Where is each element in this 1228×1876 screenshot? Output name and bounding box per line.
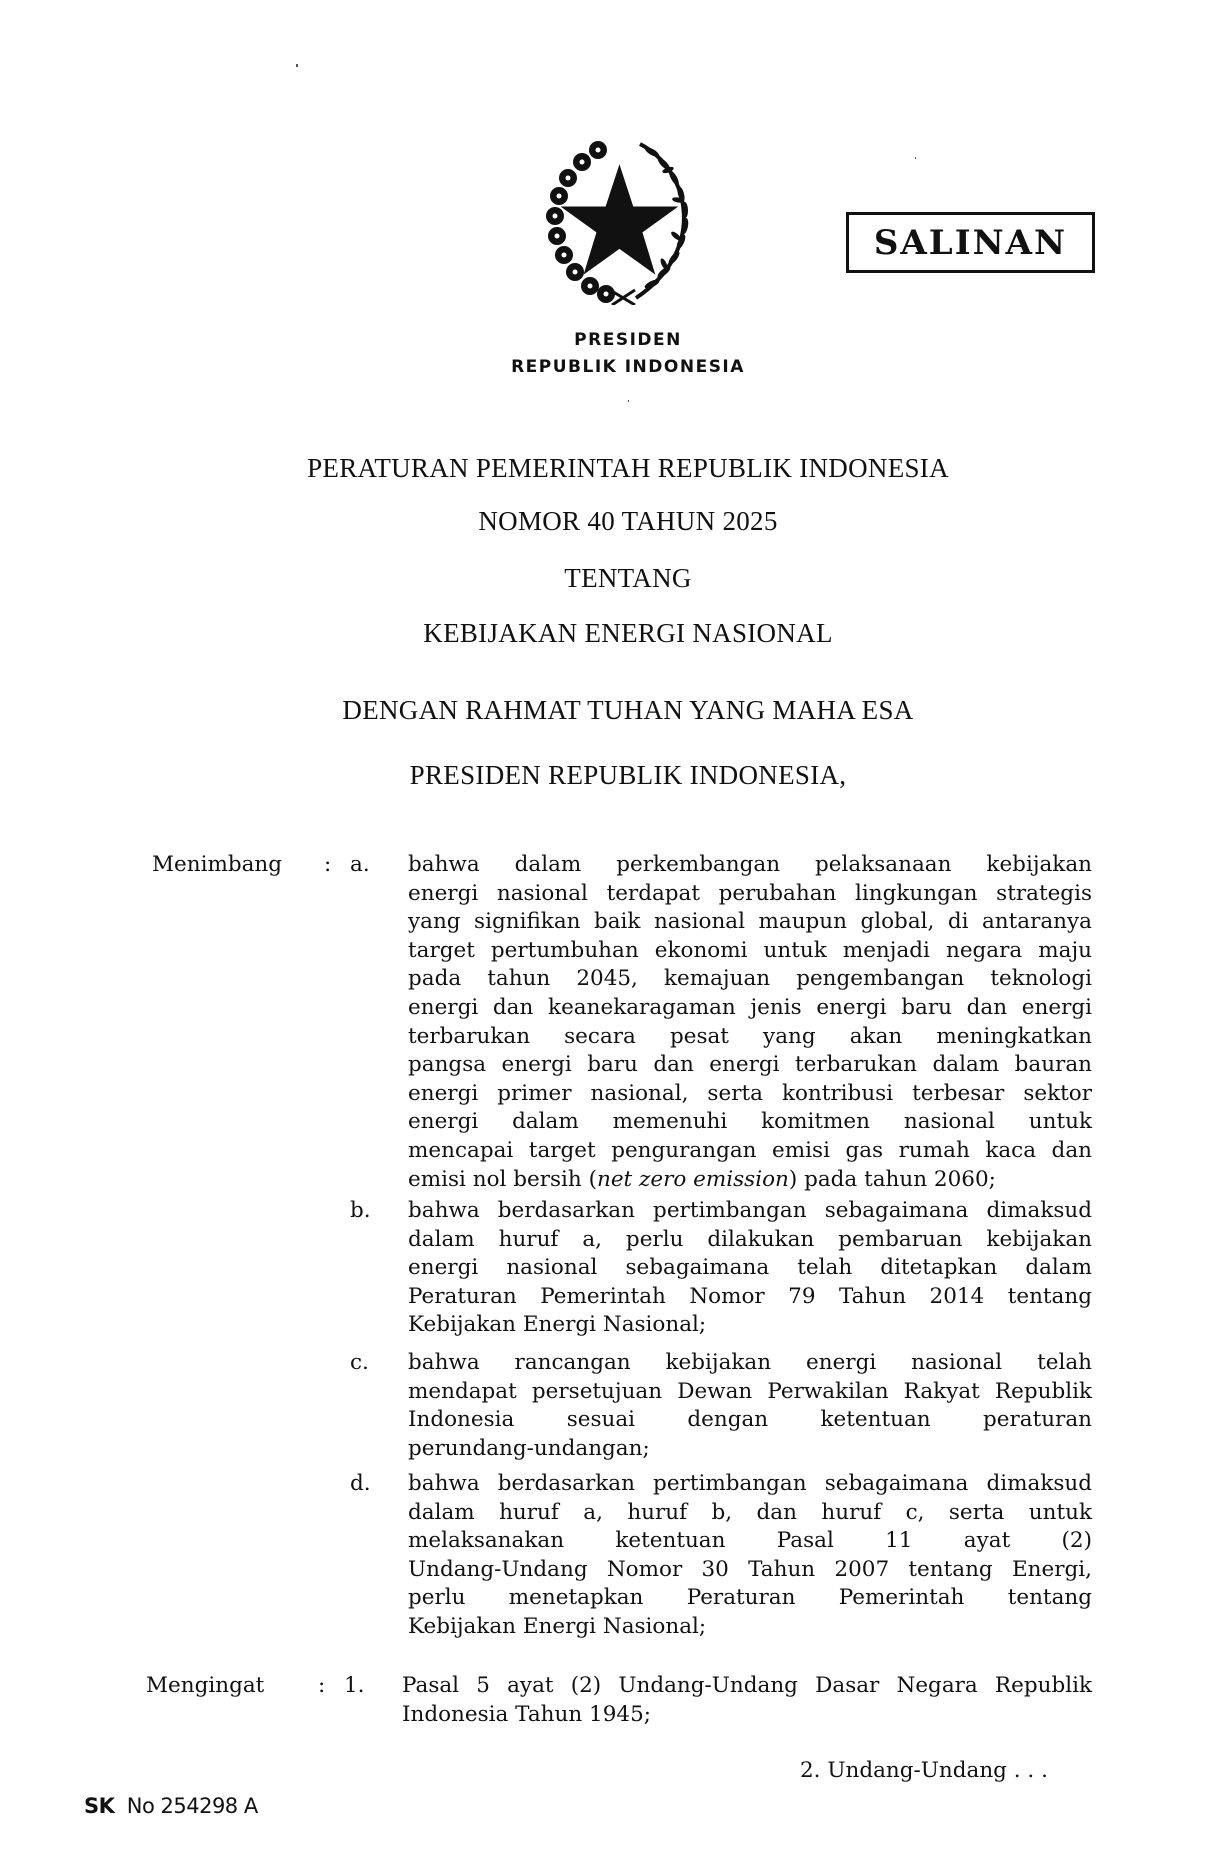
text-line: Undang-Undang Nomor 30 Tahun 2007 tentang Energi, [408,1556,1092,1582]
text-line: pangsa energi baru dan energi terbarukan dalam bauran [408,1052,1092,1078]
text-fragment: ) pada tahun 2060; [788,1166,996,1192]
sk-number [84,1794,258,1818]
sk-number-value: No 254298 A [126,1794,258,1818]
salinan-label: SALINAN [873,222,1068,263]
next-page-continuation: 2. Undang-Undang . . . [800,1758,1048,1783]
text-line: energi primer nasional, serta kontribusi terbesar sektor [408,1080,1092,1106]
menimbang-item-d-text [408,1470,1092,1642]
text-line: energi dan keanekaragaman jenis energi baru dan energi [408,994,1092,1020]
text-line: Kebijakan Energi Nasional; [408,1312,707,1338]
menimbang-label: Menimbang [152,852,283,877]
text-line: Pasal 5 ayat (2) Undang-Undang Dasar Negara Republik [402,1673,1092,1698]
menimbang-item-c-marker: c. [350,1350,369,1375]
menimbang-item-a-marker: a. [350,852,370,877]
text-line: perundang-undangan; [408,1435,650,1461]
mengingat-label: Mengingat [146,1673,265,1698]
scan-speck [628,400,629,402]
menimbang-item-a-text [408,851,1092,1194]
text-line: bahwa dalam perkembangan pelaksanaan kebijakan [408,852,1092,877]
text-line: energi nasional sebagaimana telah ditetapkan dalam [408,1255,1092,1281]
menimbang-item-d-marker: d. [350,1471,371,1496]
text-fragment: emisi nol bersih ( [408,1166,597,1192]
text-line: perlu menetapkan Peraturan Pemerintah tentang [408,1585,1092,1611]
text-line: terbarukan secara pesat yang akan meningkatkan [408,1023,1092,1049]
text-line: Indonesia Tahun 1945; [402,1701,652,1727]
text-line: Indonesia sesuai dengan ketentuan peraturan [408,1407,1092,1433]
salinan-stamp [846,212,1095,273]
text-line: pada tahun 2045, kemajuan pengembangan teknologi [408,966,1092,992]
regulation-number: NOMOR 40 TAHUN 2025 [478,506,778,536]
enacting-authority: PRESIDEN REPUBLIK INDONESIA, [409,760,847,790]
text-line: Kebijakan Energi Nasional; [408,1613,707,1639]
text-line: melaksanakan ketentuan Pasal 11 ayat (2) [408,1528,1092,1554]
text-line: yang signifikan baik nasional maupun global, di antaranya [408,909,1092,935]
text-line: bahwa berdasarkan pertimbangan sebagaimana dimaksud [408,1198,1092,1223]
text-line: bahwa rancangan kebijakan energi nasional telah [408,1350,1092,1375]
text-line: mendapat persetujuan Dewan Perwakilan Rakyat Republik [408,1378,1092,1404]
italic-term: net zero emission [596,1166,789,1192]
text-line: dalam huruf a, perlu dilakukan pembaruan kebijakan [408,1226,1092,1252]
text-line: energi dalam memenuhi komitmen nasional untuk [408,1109,1092,1135]
menimbang-item-b-text [408,1197,1092,1340]
text-line: dalam huruf a, huruf b, dan huruf c, serta untuk [408,1499,1092,1525]
invocation: DENGAN RAHMAT TUHAN YANG MAHA ESA [342,695,914,725]
presidential-emblem-icon [540,140,705,305]
letterhead-republic: REPUBLIK INDONESIA [511,357,745,377]
letterhead-president: PRESIDEN [574,330,682,350]
menimbang-colon: : [324,852,332,877]
mengingat-colon: : [318,1673,326,1698]
regulation-type-title: PERATURAN PEMERINTAH REPUBLIK INDONESIA [307,453,949,483]
scan-speck [915,157,916,159]
mengingat-item-1-marker: 1. [344,1673,365,1698]
menimbang-item-b-marker: b. [350,1198,371,1223]
regulation-subject: KEBIJAKAN ENERGI NASIONAL [423,618,833,648]
menimbang-item-c-text [408,1349,1092,1463]
text-line: mencapai target pengurangan emisi gas rumah kaca dan [408,1137,1092,1163]
text-line: target pertumbuhan ekonomi untuk menjadi negara maju [408,937,1092,963]
scan-speck [296,64,298,67]
sk-prefix: SK [84,1794,115,1818]
regulation-about-label: TENTANG [564,563,692,593]
text-line [408,1166,1092,1195]
text-line: energi nasional terdapat perubahan lingkungan strategis [408,880,1092,906]
text-line: Peraturan Pemerintah Nomor 79 Tahun 2014 tentang [408,1283,1092,1309]
mengingat-item-1-text [402,1672,1092,1729]
text-line: bahwa berdasarkan pertimbangan sebagaimana dimaksud [408,1471,1092,1496]
